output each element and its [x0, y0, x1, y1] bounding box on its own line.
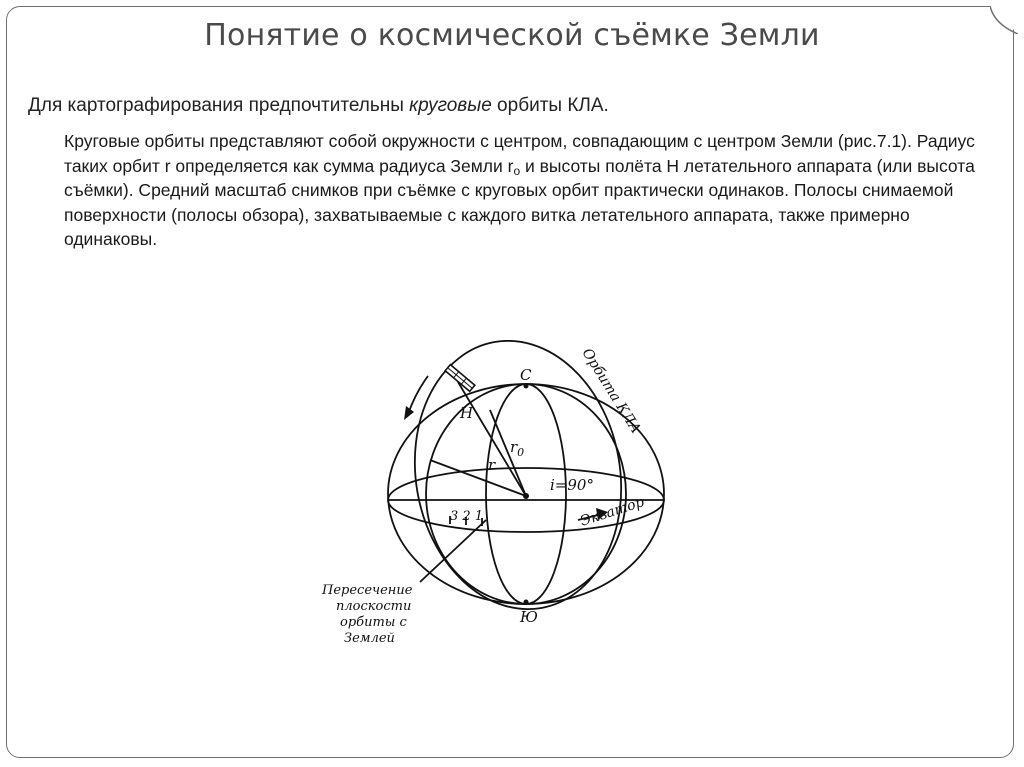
- satellite-icon: [445, 365, 475, 392]
- north-pole: [524, 384, 529, 389]
- equator-label: Экватор: [578, 494, 647, 530]
- r-label: r: [488, 456, 496, 474]
- body-paragraph: [64, 129, 999, 252]
- paragraph-subscript: о: [513, 163, 521, 178]
- lead-emphasis: круговые: [409, 95, 492, 116]
- south-label: Ю: [520, 608, 538, 626]
- lead-text-before: Для картографирования предпочтительны: [28, 95, 410, 116]
- lead-sentence: [28, 95, 988, 117]
- lead-text-after: орбиты КЛА.: [491, 95, 609, 116]
- north-label: С: [520, 366, 532, 384]
- slide-title: Понятие о космической съёмке Земли: [204, 18, 820, 53]
- intersection-label-4: Землей: [344, 631, 395, 646]
- paragraph-part-2: и высоты полёта Н летательного аппарата (или высота съёмки). Средний масштаб снимков при съёмке с круговых орбит практически одинаков. Полосы снимаемой поверхности (полосы обзора), захватываемые с каждого витка летательного аппарата, также примерно одинаковы.: [64, 155, 975, 250]
- intersection-pointer: [420, 520, 486, 582]
- inclination-label: i=90°: [550, 476, 594, 494]
- earth-center: [523, 493, 529, 499]
- r0-label: $r_0$: [510, 438, 525, 459]
- intersection-label-2: плоскости: [336, 599, 412, 614]
- paragraph-part-1: Круговые орбиты представляют собой окружности с центром, совпадающим с центром Земли (рис.7.1). Радиус таких орбит r определяется как сумма радиуса Земли r: [64, 131, 975, 176]
- radius-r: [430, 460, 526, 496]
- orbit-label: Орбита КЛА: [578, 345, 644, 437]
- south-pole: [524, 600, 529, 605]
- pass-numbers: 3 2 1: [450, 509, 484, 524]
- intersection-label-1: Пересечение: [322, 583, 413, 598]
- height-label: H: [460, 404, 474, 422]
- orbit-diagram: [300, 340, 700, 670]
- orbit-direction-arrow-icon: [408, 376, 428, 414]
- intersection-label-3: орбиты с: [340, 615, 407, 630]
